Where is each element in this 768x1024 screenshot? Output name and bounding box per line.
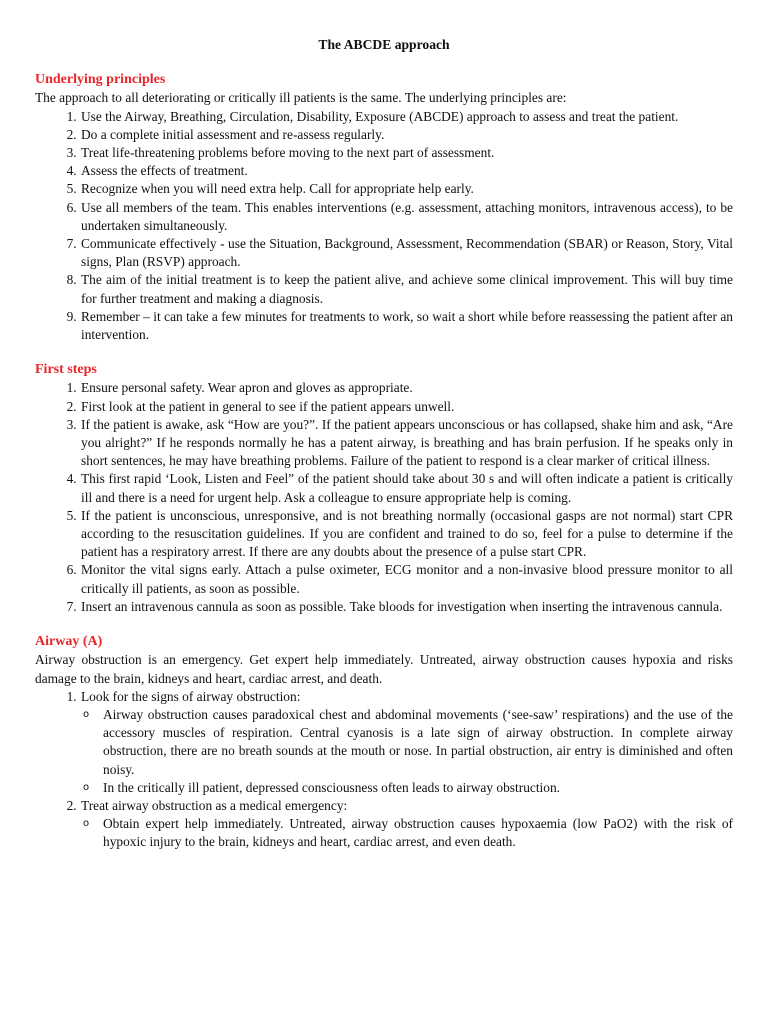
list-item: 9. Remember – it can take a few minutes for treatments to work, so wait a short while before reassessing the patient after an intervention. <box>80 308 733 344</box>
list-item: 4. This first rapid ‘Look, Listen and Feel” of the patient should take about 30 s and will often indicate a patient is critically ill and there is a need for urgent help. Ask a colleague to ensure appropriate help is coming. <box>80 470 733 506</box>
section-intro: Airway obstruction is an emergency. Get expert help immediately. Untreated, airway obstruction causes hypoxia and risks damage to the brain, kidneys and heart, cardiac arrest, and death. <box>35 652 733 686</box>
list-item-text: Treat airway obstruction as a medical emergency: <box>81 797 348 813</box>
sub-list-item-text: In the critically ill patient, depressed consciousness often leads to airway obstruction. <box>103 779 561 795</box>
list-item: 7. Communicate effectively - use the Situation, Background, Assessment, Recommendation (SBAR) or Reason, Story, Vital signs, Plan (RSVP) approach. <box>80 235 733 271</box>
section-intro: The approach to all deteriorating or critically ill patients is the same. The underlying principles are: <box>35 90 567 106</box>
section-underlying-principles <box>35 71 733 344</box>
first-steps-list <box>35 379 733 616</box>
sub-list-item <box>83 706 733 779</box>
list-item <box>80 797 733 852</box>
bullet-icon: o <box>83 781 90 793</box>
section-heading: Underlying principles <box>35 72 166 88</box>
list-item: 3. If the patient is awake, ask “How are you?”. If the patient appears unconscious or has collapsed, shake him and ask, “Are you alright?” If he responds normally he has a patent airway, is breathing and has brain perfusion. If he speaks only in short sentences, he may have breathing problems. Failure of the patient to respond is a clear marker of critical illness. <box>80 416 733 471</box>
list-item: 6. Monitor the vital signs early. Attach a pulse oximeter, ECG monitor and a non-invasive blood pressure monitor to all critically ill patients, as soon as possible. <box>80 561 733 597</box>
list-item: 1. Use the Airway, Breathing, Circulation, Disability, Exposure (ABCDE) approach to assess and treat the patient. <box>80 108 733 126</box>
sub-list-item-text: Airway obstruction causes paradoxical chest and abdominal movements (‘see-saw’ respirations) and the use of the accessory muscles of respiration. Central cyanosis is a late sign of airway obstruction. In complete airway obstruction, there are no breath sounds at the mouth or nose. In partial obstruction, air entry is diminished and often noisy. <box>103 706 733 777</box>
section-airway <box>35 633 733 851</box>
list-item: 2. Do a complete initial assessment and re-assess regularly. <box>80 126 733 144</box>
list-item: 1. Ensure personal safety. Wear apron and gloves as appropriate. <box>80 379 733 397</box>
section-heading: First steps <box>35 362 97 378</box>
list-item: 5. Recognize when you will need extra help. Call for appropriate help early. <box>80 180 733 198</box>
section-first-steps <box>35 361 733 616</box>
sub-list-item <box>83 815 733 851</box>
bullet-icon: o <box>83 708 90 720</box>
list-item: 5. If the patient is unconscious, unresponsive, and is not breathing normally (occasional gasps are not normal) start CPR according to the resuscitation guidelines. If you are confident and trained to do so, feel for a pulse to determine if the patient has a respiratory arrest. If there are any doubts about the presence of a pulse start CPR. <box>80 507 733 562</box>
sub-list <box>81 706 733 797</box>
list-item: 3. Treat life-threatening problems before moving to the next part of assessment. <box>80 144 733 162</box>
sub-list-item-text: Obtain expert help immediately. Untreated, airway obstruction causes hypoxaemia (low PaO2) with the risk of hypoxic injury to the brain, kidneys and heart, cardiac arrest, and even death. <box>103 816 733 850</box>
airway-list <box>35 688 733 852</box>
document-title: The ABCDE approach <box>318 37 450 52</box>
list-item-text: Look for the signs of airway obstruction: <box>81 688 301 704</box>
list-item: 8. The aim of the initial treatment is to keep the patient alive, and achieve some clinical improvement. This will buy time for further treatment and making a diagnosis. <box>80 271 733 307</box>
list-item: 2. First look at the patient in general to see if the patient appears unwell. <box>80 398 733 416</box>
list-item: 4. Assess the effects of treatment. <box>80 162 733 180</box>
principles-list <box>35 108 733 345</box>
bullet-icon: o <box>83 818 90 830</box>
list-item: 6. Use all members of the team. This enables interventions (e.g. assessment, attaching monitors, intravenous access), to be undertaken simultaneously. <box>80 199 733 235</box>
list-item <box>80 688 733 797</box>
section-heading: Airway (A) <box>35 634 103 650</box>
sub-list <box>81 815 733 851</box>
sub-list-item <box>83 779 733 797</box>
list-item: 7. Insert an intravenous cannula as soon as possible. Take bloods for investigation when inserting the intravenous cannula. <box>80 598 733 616</box>
document-page <box>35 36 733 869</box>
